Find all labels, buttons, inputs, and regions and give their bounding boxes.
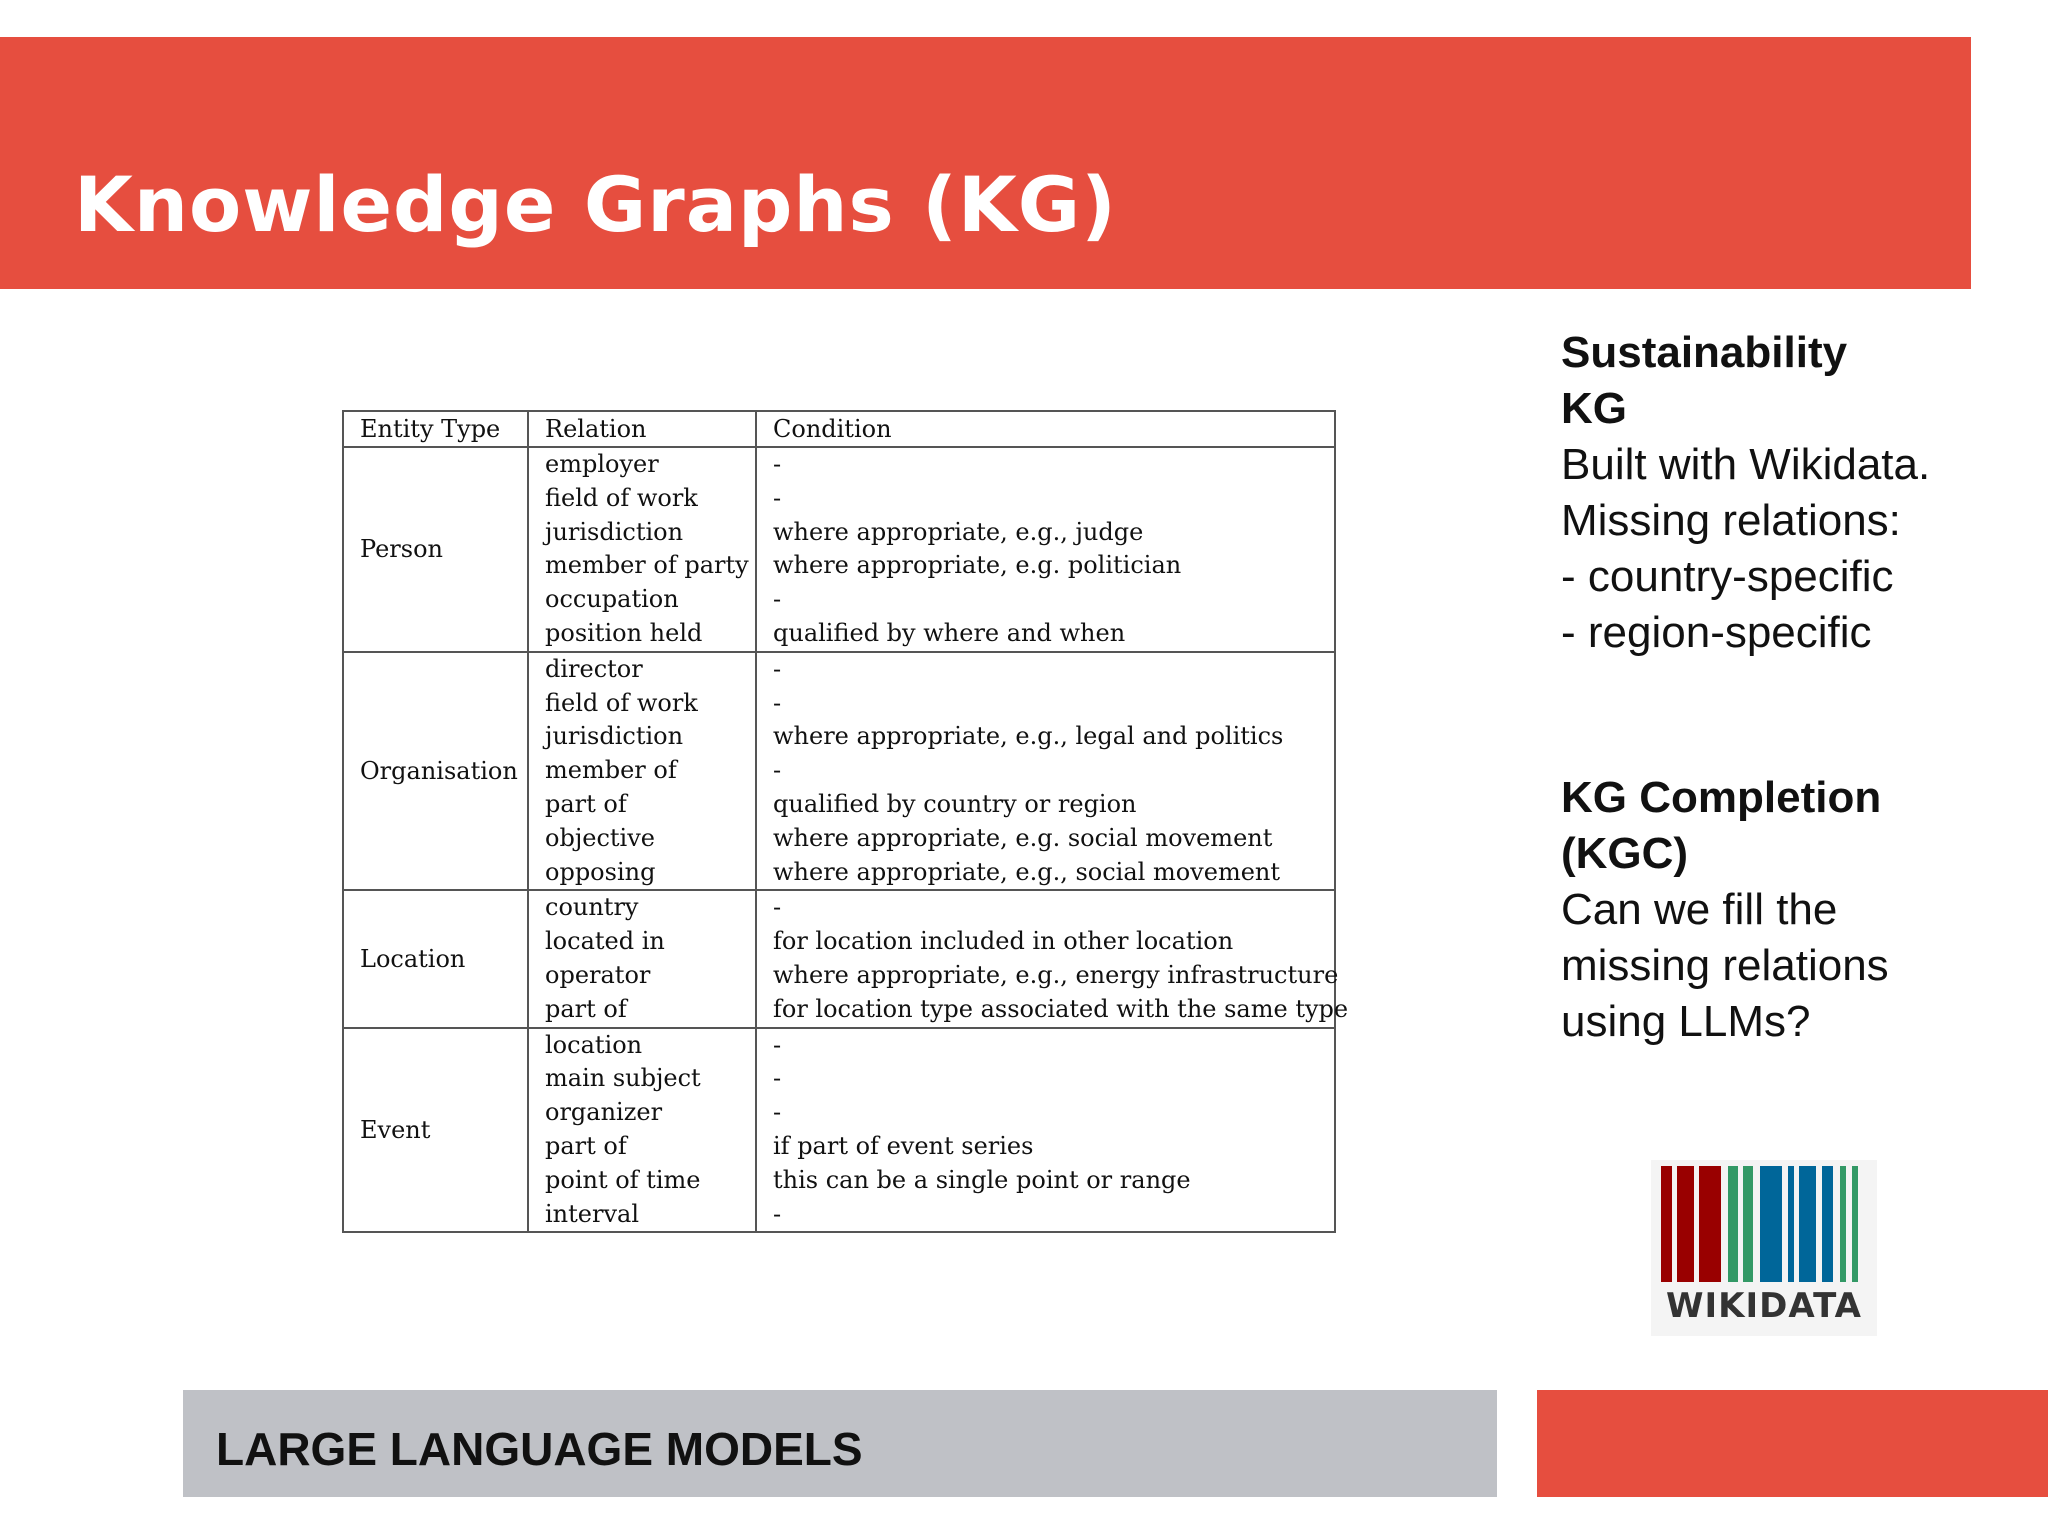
condition-line: - — [773, 893, 782, 922]
condition-line: where appropriate, e.g. politician — [773, 551, 1182, 580]
condition-line: where appropriate, e.g., energy infrastructure — [773, 960, 1339, 989]
relation-line: member of party — [545, 551, 749, 580]
relation-line: part of — [545, 1131, 627, 1160]
relation-line: employer — [545, 450, 659, 478]
condition-line: for location type associated with the same type — [773, 994, 1349, 1023]
relation-line: field of work — [545, 483, 698, 512]
relation-line: member of — [545, 756, 677, 785]
logo-bar-blue — [1799, 1166, 1816, 1282]
condition-cell — [756, 1028, 1335, 1233]
relation-cell — [528, 890, 756, 1027]
condition-line: qualified by where and when — [773, 618, 1126, 647]
condition-line: - — [773, 756, 782, 785]
table-body — [343, 447, 1349, 1232]
relation-cell — [528, 447, 756, 652]
header-condition: Condition — [756, 411, 1335, 447]
condition-cell — [756, 652, 1335, 891]
table-row — [343, 447, 1335, 652]
condition-line: this can be a single point or range — [773, 1165, 1191, 1194]
relation-line: jurisdiction — [545, 722, 684, 751]
side-block-kgc — [1561, 770, 2021, 1050]
relation-line: organizer — [545, 1098, 663, 1127]
footer-bar — [183, 1390, 1497, 1497]
title-bar — [0, 37, 1971, 289]
relation-line: located in — [545, 927, 665, 956]
relation-line: position held — [545, 618, 703, 647]
side-heading-line: KG Completion — [1561, 773, 1882, 822]
condition-line: - — [773, 585, 782, 614]
side-text-line: missing relations — [1561, 941, 1889, 990]
table-row — [343, 652, 1335, 891]
relation-cell — [528, 652, 756, 891]
side-heading-line: (KGC) — [1561, 829, 1689, 878]
relation-line: operator — [545, 960, 651, 989]
condition-line: - — [773, 654, 782, 683]
relation-line: field of work — [545, 688, 698, 717]
relation-line: interval — [545, 1199, 639, 1228]
condition-line: - — [773, 1199, 782, 1228]
logo-bar-green — [1840, 1166, 1846, 1282]
side-text-line: Built with Wikidata. — [1561, 440, 1931, 489]
relations-table — [342, 410, 1349, 1233]
relation-line: occupation — [545, 585, 679, 614]
logo-bar-red — [1677, 1166, 1694, 1282]
condition-line: - — [773, 1064, 782, 1093]
entity-type-cell: Person — [343, 447, 528, 652]
side-text-line: Can we fill the — [1561, 885, 1838, 934]
condition-line: - — [773, 1030, 782, 1059]
entity-type-cell: Event — [343, 1028, 528, 1233]
logo-bar-green — [1743, 1166, 1753, 1282]
condition-line: where appropriate, e.g., social movement — [773, 857, 1280, 886]
wikidata-barcode-icon — [1651, 1160, 1877, 1290]
entity-type-cell: Organisation — [343, 652, 528, 891]
relation-line: objective — [545, 823, 655, 852]
relation-line: part of — [545, 994, 627, 1023]
side-text-line: using LLMs? — [1561, 997, 1811, 1046]
table-header-row — [343, 411, 1335, 447]
relation-line: point of time — [545, 1165, 701, 1194]
header-relation: Relation — [528, 411, 756, 447]
condition-line: where appropriate, e.g. social movement — [773, 823, 1273, 852]
condition-line: if part of event series — [773, 1131, 1034, 1160]
footer-label: LARGE LANGUAGE MODELS — [216, 1423, 863, 1475]
side-block-sustainability — [1561, 325, 2021, 661]
logo-bar-red — [1699, 1166, 1721, 1282]
logo-bar-green — [1728, 1166, 1738, 1282]
relation-line: opposing — [545, 857, 656, 886]
logo-bar-red — [1661, 1166, 1672, 1282]
wikidata-logo — [1651, 1160, 1877, 1336]
condition-line: where appropriate, e.g., judge — [773, 517, 1144, 546]
condition-line: qualified by country or region — [773, 789, 1137, 818]
logo-bar-blue — [1760, 1166, 1782, 1282]
relation-line: main subject — [545, 1064, 701, 1093]
condition-line: - — [773, 688, 782, 717]
condition-line: - — [773, 1098, 782, 1127]
entity-type-cell: Location — [343, 890, 528, 1027]
relation-line: location — [545, 1030, 643, 1059]
condition-cell — [756, 890, 1349, 1027]
logo-bar-green — [1852, 1166, 1858, 1282]
condition-line: - — [773, 483, 782, 512]
logo-bar-blue — [1822, 1166, 1833, 1282]
relation-line: part of — [545, 789, 627, 818]
table-row — [343, 1028, 1335, 1233]
relation-line: country — [545, 893, 639, 922]
condition-line: - — [773, 450, 782, 478]
side-text-line: - country-specific — [1561, 552, 1894, 601]
condition-line: for location included in other location — [773, 927, 1234, 956]
logo-wordmark: WIKIDATA — [1666, 1286, 1862, 1326]
side-heading-line: Sustainability — [1561, 328, 1848, 377]
side-text-line: - region-specific — [1561, 608, 1872, 657]
relation-cell — [528, 1028, 756, 1233]
logo-bar-blue — [1788, 1166, 1794, 1282]
side-heading-line: KG — [1561, 384, 1627, 433]
side-text-line: Missing relations: — [1561, 496, 1901, 545]
condition-line: where appropriate, e.g., legal and politics — [773, 722, 1284, 751]
footer-accent-block — [1537, 1390, 2048, 1497]
slide-title: Knowledge Graphs (KG) — [74, 160, 1117, 249]
header-entity-type: Entity Type — [343, 411, 528, 447]
relation-line: jurisdiction — [545, 517, 684, 546]
relation-line: director — [545, 654, 643, 683]
table-row — [343, 890, 1335, 1027]
condition-cell — [756, 447, 1335, 652]
